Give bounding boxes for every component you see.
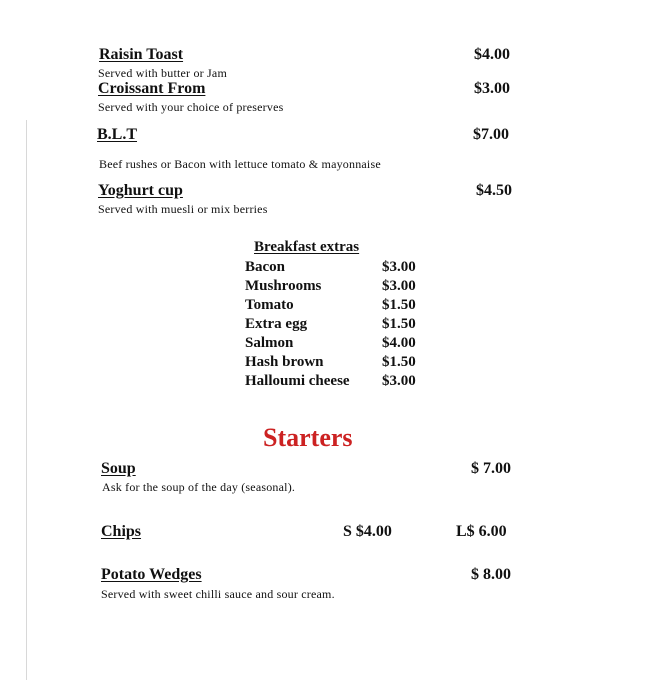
extra-name: Extra egg xyxy=(245,316,308,332)
extra-name: Halloumi cheese xyxy=(245,373,350,389)
extra-name: Mushrooms xyxy=(245,278,322,294)
extra-name: Salmon xyxy=(245,335,294,351)
item-price-chips-small: S $4.00 xyxy=(343,523,392,540)
item-name-soup: Soup xyxy=(101,460,136,477)
extra-row xyxy=(245,297,425,316)
extra-price: $3.00 xyxy=(382,373,416,389)
extra-row xyxy=(245,316,425,335)
item-desc-potato-wedges: Served with sweet chilli sauce and sour cream. xyxy=(101,587,335,601)
extra-price: $3.00 xyxy=(382,259,416,275)
left-margin-rule xyxy=(26,120,27,680)
extra-price: $4.00 xyxy=(382,335,416,351)
item-price-croissant: $3.00 xyxy=(474,80,510,97)
extra-name: Tomato xyxy=(245,297,294,313)
item-name-potato-wedges: Potato Wedges xyxy=(101,566,202,583)
item-name-raisin-toast: Raisin Toast xyxy=(99,46,184,63)
item-desc-soup: Ask for the soup of the day (seasonal). xyxy=(102,480,296,494)
item-name-chips: Chips xyxy=(101,523,142,540)
extra-row xyxy=(245,373,425,392)
extra-price: $1.50 xyxy=(382,297,416,313)
item-price-chips-large: L$ 6.00 xyxy=(456,523,507,540)
extra-name: Bacon xyxy=(245,259,286,275)
item-price-soup: $ 7.00 xyxy=(471,460,511,477)
extra-row xyxy=(245,354,425,373)
item-price-potato-wedges: $ 8.00 xyxy=(471,566,511,583)
item-price-yoghurt-cup: $4.50 xyxy=(476,182,512,199)
extra-name: Hash brown xyxy=(245,354,324,370)
extra-price: $1.50 xyxy=(382,316,416,332)
item-price-blt: $7.00 xyxy=(473,126,509,143)
extras-title: Breakfast extras xyxy=(254,239,360,255)
item-name-blt: B.L.T xyxy=(97,126,138,143)
item-price-raisin-toast: $4.00 xyxy=(474,46,510,63)
item-desc-croissant: Served with your choice of preserves xyxy=(98,100,284,114)
item-name-croissant: Croissant From xyxy=(98,80,206,97)
extra-price: $1.50 xyxy=(382,354,416,370)
extra-row xyxy=(245,278,425,297)
item-desc-yoghurt-cup: Served with muesli or mix berries xyxy=(98,202,268,216)
extra-row xyxy=(245,335,425,354)
extra-row xyxy=(245,259,425,278)
item-desc-blt: Beef rushes or Bacon with lettuce tomato & mayonnaise xyxy=(99,157,381,171)
section-heading-starters: Starters xyxy=(263,423,353,452)
item-desc-raisin-toast: Served with butter or Jam xyxy=(98,66,227,80)
extra-price: $3.00 xyxy=(382,278,416,294)
item-name-yoghurt-cup: Yoghurt cup xyxy=(98,182,183,199)
